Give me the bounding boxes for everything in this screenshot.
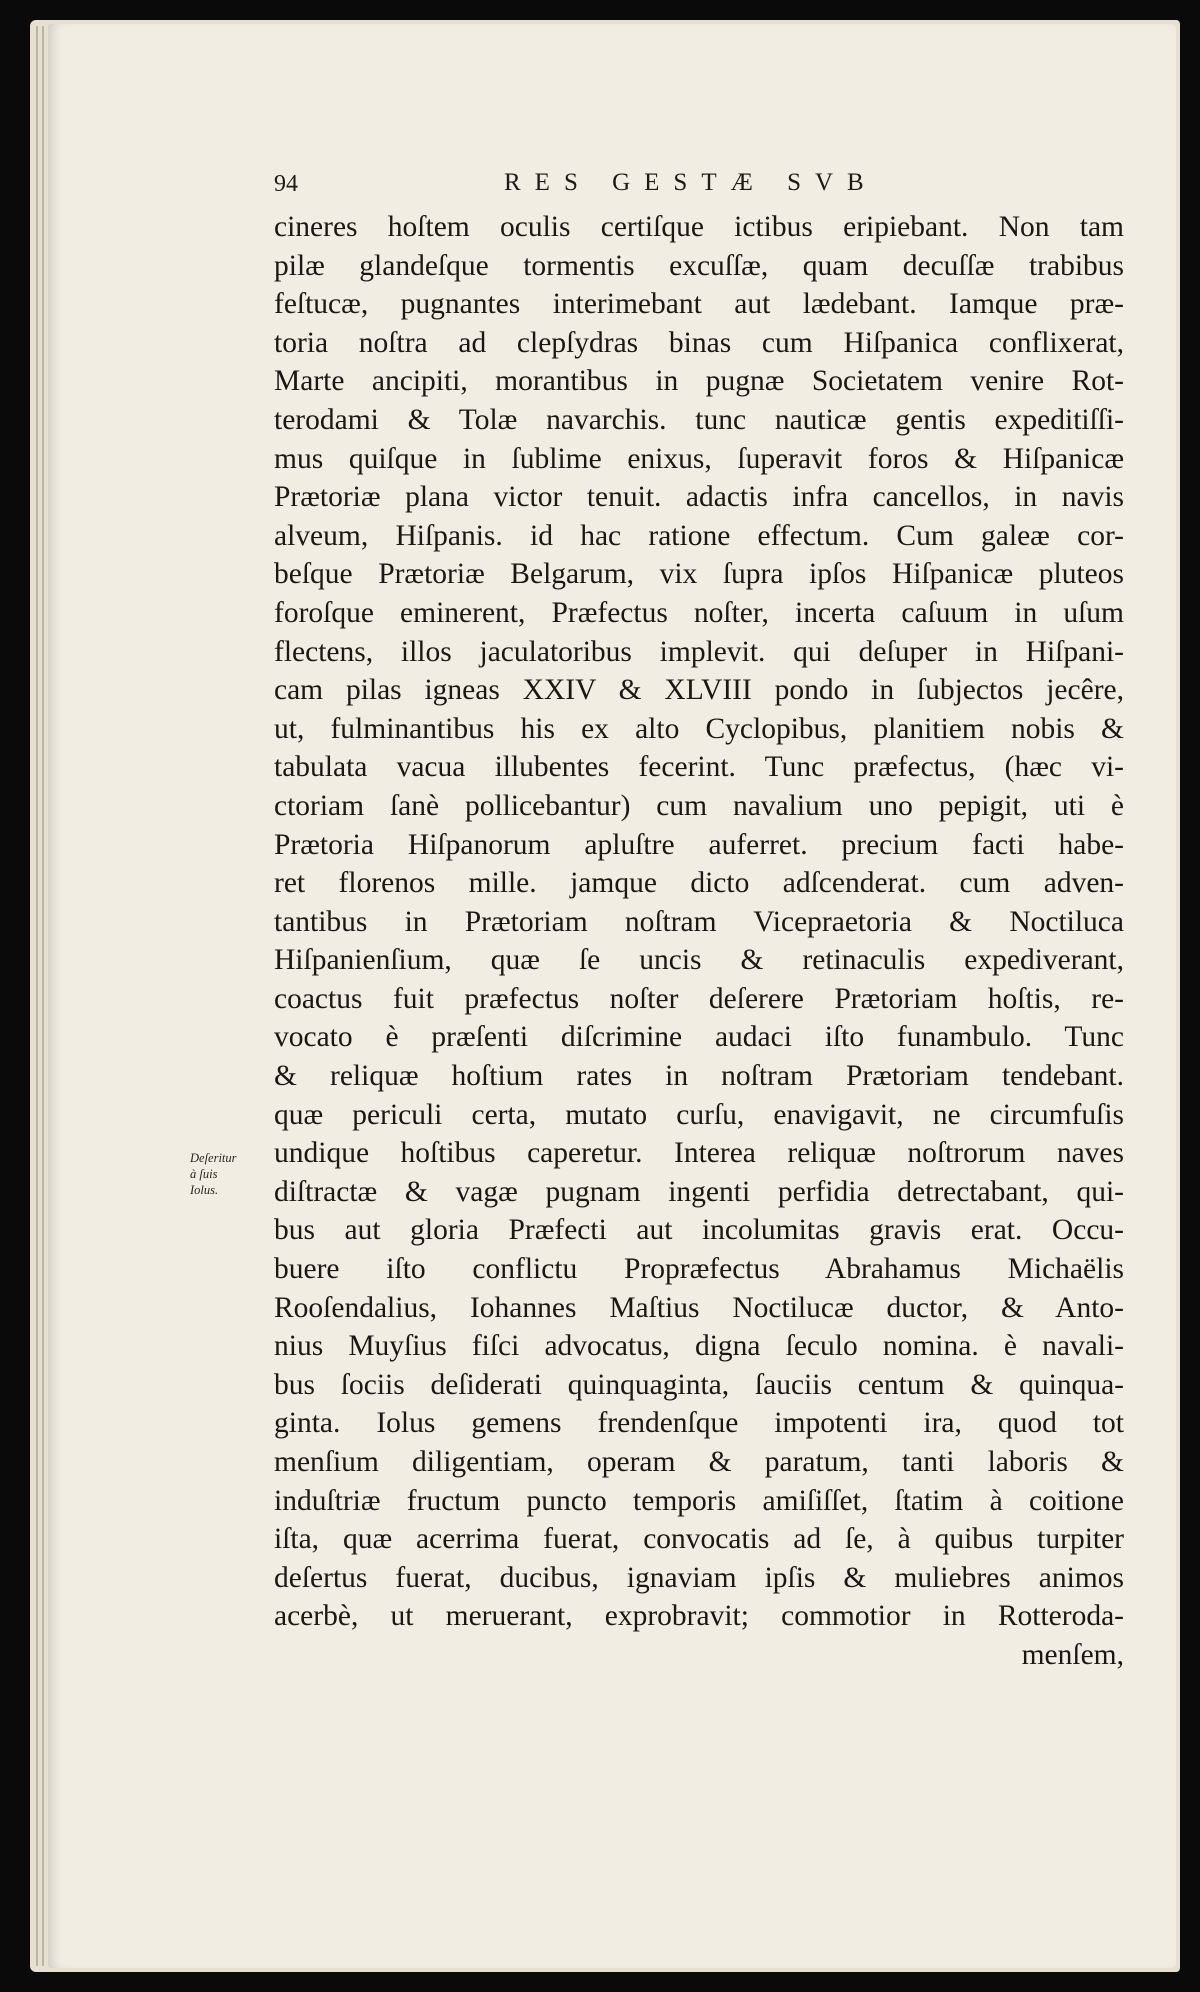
marginal-note: [190, 1150, 270, 1198]
text-line: undique hoſtibus caperetur. Interea reliquæ noſtrorum naves: [274, 1137, 1124, 1170]
text-line: bus ſociis deſiderati quinquaginta, ſauciis centum & quinqua-: [274, 1368, 1124, 1401]
text-line: bus aut gloria Præfecti aut incolumitas gravis erat. Occu-: [274, 1214, 1124, 1247]
body-text: [274, 208, 1124, 1675]
text-line: nius Muyſius fiſci advocatus, digna ſeculo nomina. è navali-: [274, 1330, 1124, 1363]
text-line: ginta. Iolus gemens frendenſque impotenti ira, quod tot: [274, 1407, 1124, 1440]
running-head: [274, 165, 1130, 205]
text-line: flectens, illos jaculatoribus implevit. qui deſuper in Hiſpani-: [274, 635, 1124, 668]
text-line: pilæ glandeſque tormentis excuſſæ, quam decuſſæ trabibus: [274, 249, 1124, 282]
marginal-note-line: à ſuis: [190, 1167, 218, 1181]
text-line: deſertus fuerat, ducibus, ignaviam ipſis & muliebres animos: [274, 1561, 1124, 1594]
text-line: coactus fuit præfectus noſter deſerere Prætoriam hoſtis, re-: [274, 982, 1124, 1015]
text-line: ut, fulminantibus his ex alto Cyclopibus, planitiem nobis &: [274, 712, 1124, 745]
text-line: iſta, quæ acerrima fuerat, convocatis ad ſe, à quibus turpiter: [274, 1523, 1124, 1556]
marginal-note-line: Iolus.: [190, 1183, 219, 1197]
catchword: menſem,: [1021, 1638, 1124, 1671]
text-line: diſtractæ & vagæ pugnam ingenti perfidia detrectabant, qui-: [274, 1175, 1124, 1208]
text-line: Prætoria Hiſpanorum apluſtre auferret. precium facti habe-: [274, 828, 1124, 861]
text-line: induſtriæ fructum puncto temporis amiſiſſet, ſtatim à coitione: [274, 1484, 1124, 1517]
running-title: RES GESTÆ SVB: [504, 169, 878, 196]
text-line: feſtucæ, pugnantes interimebant aut lædebant. Iamque præ-: [274, 288, 1124, 321]
text-line: Hiſpanienſium, quæ ſe uncis & retinaculis expediverant,: [274, 944, 1124, 977]
page-number: 94: [274, 171, 298, 197]
text-line: menſium diligentiam, operam & paratum, tanti laboris &: [274, 1446, 1124, 1478]
text-line: alveum, Hiſpanis. id hac ratione effectum. Cum galeæ cor-: [274, 519, 1124, 552]
text-line: Rooſendalius, Iohannes Maſtius Noctilucæ ductor, & Anto-: [274, 1291, 1124, 1324]
text-line: tabulata vacua illubentes fecerint. Tunc præfectus, (hæc vi-: [274, 751, 1124, 784]
text-line: quæ periculi certa, mutato curſu, enavigavit, ne circumfuſis: [274, 1098, 1124, 1131]
text-line: & reliquæ hoſtium rates in noſtram Prætoriam tendebant.: [274, 1060, 1124, 1093]
text-line: toria noſtra ad clepſydras binas cum Hiſpanica conflixerat,: [274, 326, 1124, 359]
text-line: cineres hoſtem oculis certiſque ictibus eripiebant. Non tam: [274, 211, 1124, 243]
marginal-note-line: Deſeritur: [190, 1151, 237, 1165]
text-line: Prætoriæ plana victor tenuit. adactis infra cancellos, in navis: [274, 481, 1124, 514]
text-line: acerbè, ut meruerant, exprobravit; commotior in Rotteroda-: [274, 1600, 1124, 1633]
text-line: buere iſto conflictu Propræfectus Abrahamus Michaëlis: [274, 1253, 1124, 1286]
text-line: Marte ancipiti, morantibus in pugnæ Societatem venire Rot-: [274, 365, 1124, 398]
text-line: ctoriam ſanè pollicebantur) cum navalium uno pepigit, uti è: [274, 789, 1124, 822]
text-line: foroſque eminerent, Præfectus noſter, incerta caſuum in uſum: [274, 596, 1124, 629]
text-line: cam pilas igneas XXIV & XLVIII pondo in ſubjectos jecêre,: [274, 674, 1124, 707]
text-line: beſque Prætoriæ Belgarum, vix ſupra ipſos Hiſpanicæ pluteos: [274, 558, 1124, 591]
text-line: ret florenos mille. jamque dicto adſcenderat. cum adven-: [274, 867, 1124, 900]
text-line: tantibus in Prætoriam noſtram Vicepraetoria & Noctiluca: [274, 905, 1124, 938]
text-line: mus quiſque in ſublime enixus, ſuperavit foros & Hiſpanicæ: [274, 442, 1124, 475]
text-line: terodami & Tolæ navarchis. tunc nauticæ gentis expeditiſſi-: [274, 403, 1124, 436]
text-line: vocato è præſenti diſcrimine audaci iſto funambulo. Tunc: [274, 1021, 1124, 1054]
